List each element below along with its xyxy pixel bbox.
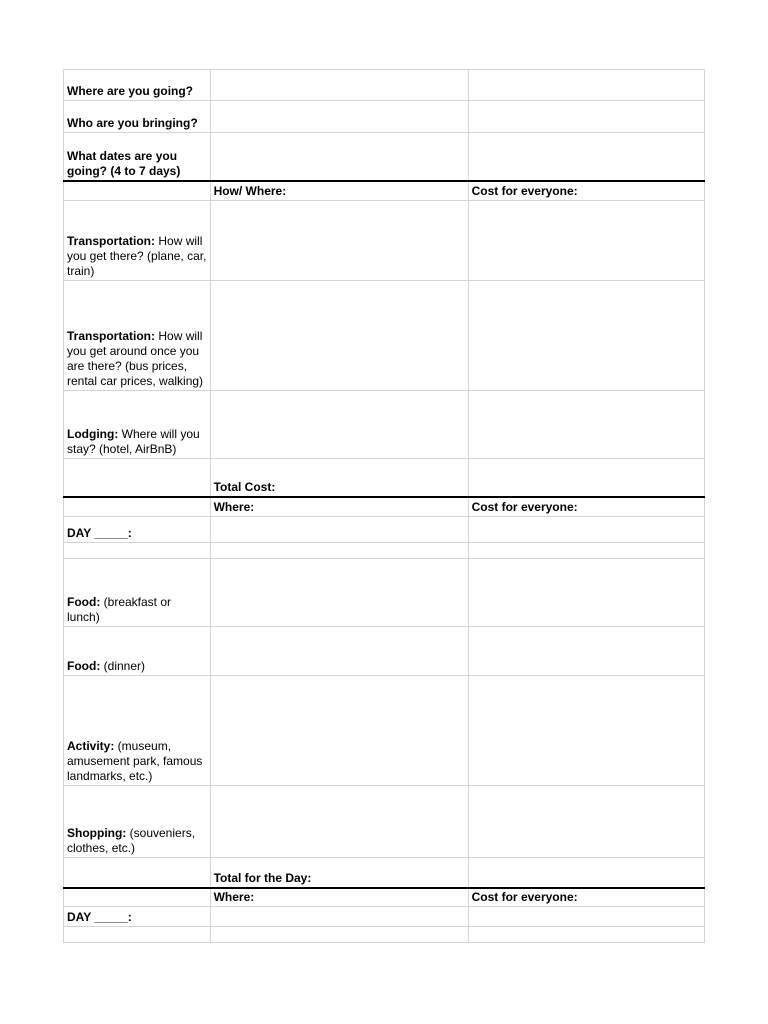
total-cost-row — [64, 459, 705, 497]
day1-food-breakfast-where-cell[interactable] — [210, 559, 468, 627]
day2-cost-header: Cost for everyone: — [468, 888, 704, 907]
day1-label: DAY _____: — [64, 517, 211, 543]
day2-header-blank — [64, 888, 211, 907]
where-going-row — [64, 70, 705, 101]
transport-there-cost-cell[interactable] — [468, 201, 704, 281]
day1-header-row — [64, 497, 705, 517]
day2-spacer-cell-2[interactable] — [210, 927, 468, 943]
day1-spacer-cell-3[interactable] — [468, 543, 704, 559]
day2-spacer-cell-3[interactable] — [468, 927, 704, 943]
day2-spacer-row — [64, 927, 705, 943]
day1-total-label: Total for the Day: — [210, 858, 468, 888]
day1-spacer-cell-2[interactable] — [210, 543, 468, 559]
day1-food-dinner-row — [64, 627, 705, 676]
trip-planner-table — [63, 69, 705, 943]
day1-header-blank — [64, 497, 211, 517]
lodging-label: Lodging: Where will you stay? (hotel, AirBnB) — [64, 391, 211, 459]
day1-total-blank — [64, 858, 211, 888]
where-going-label: Where are you going? — [64, 70, 211, 101]
day1-shopping-row — [64, 786, 705, 858]
day2-label-cost-cell[interactable] — [468, 907, 704, 927]
transport-header-row — [64, 181, 705, 201]
who-bringing-extra-cell[interactable] — [468, 101, 704, 133]
day1-food-dinner-where-cell[interactable] — [210, 627, 468, 676]
cost-everyone-header: Cost for everyone: — [468, 181, 704, 201]
day2-spacer-cell-1 — [64, 927, 211, 943]
day2-label-row — [64, 907, 705, 927]
who-bringing-answer-cell[interactable] — [210, 101, 468, 133]
day1-food-breakfast-row — [64, 559, 705, 627]
day2-header-row — [64, 888, 705, 907]
day1-activity-label: Activity: (museum, amusement park, famous landmarks, etc.) — [64, 676, 211, 786]
lodging-how-cell[interactable] — [210, 391, 468, 459]
dates-answer-cell[interactable] — [210, 133, 468, 181]
transport-there-label: Transportation: How will you get there? (plane, car, train) — [64, 201, 211, 281]
day1-label-cost-cell[interactable] — [468, 517, 704, 543]
day2-label: DAY _____: — [64, 907, 211, 927]
dates-extra-cell[interactable] — [468, 133, 704, 181]
day1-food-dinner-cost-cell[interactable] — [468, 627, 704, 676]
day1-activity-row — [64, 676, 705, 786]
who-bringing-row — [64, 101, 705, 133]
lodging-cost-cell[interactable] — [468, 391, 704, 459]
dates-label: What dates are you going? (4 to 7 days) — [64, 133, 211, 181]
transport-there-row — [64, 201, 705, 281]
transport-around-row — [64, 281, 705, 391]
day1-activity-where-cell[interactable] — [210, 676, 468, 786]
transport-header-blank — [64, 181, 211, 201]
transport-around-cost-cell[interactable] — [468, 281, 704, 391]
day1-food-dinner-label: Food: (dinner) — [64, 627, 211, 676]
total-cost-value-cell[interactable] — [468, 459, 704, 497]
day1-shopping-where-cell[interactable] — [210, 786, 468, 858]
day1-label-where-cell[interactable] — [210, 517, 468, 543]
day1-spacer-row — [64, 543, 705, 559]
day1-label-row — [64, 517, 705, 543]
where-going-answer-cell[interactable] — [210, 70, 468, 101]
day1-cost-header: Cost for everyone: — [468, 497, 704, 517]
transport-there-how-cell[interactable] — [210, 201, 468, 281]
how-where-header: How/ Where: — [210, 181, 468, 201]
day1-food-breakfast-cost-cell[interactable] — [468, 559, 704, 627]
who-bringing-label: Who are you bringing? — [64, 101, 211, 133]
total-cost-label: Total Cost: — [210, 459, 468, 497]
total-cost-blank — [64, 459, 211, 497]
day1-activity-cost-cell[interactable] — [468, 676, 704, 786]
day1-spacer-cell-1 — [64, 543, 211, 559]
day1-where-header: Where: — [210, 497, 468, 517]
day1-food-breakfast-label: Food: (breakfast or lunch) — [64, 559, 211, 627]
transport-around-label: Transportation: How will you get around once you are there? (bus prices, rental car prices, walking) — [64, 281, 211, 391]
day1-shopping-label: Shopping: (souveniers, clothes, etc.) — [64, 786, 211, 858]
day2-where-header: Where: — [210, 888, 468, 907]
day2-label-where-cell[interactable] — [210, 907, 468, 927]
transport-around-how-cell[interactable] — [210, 281, 468, 391]
day1-total-row — [64, 858, 705, 888]
day1-shopping-cost-cell[interactable] — [468, 786, 704, 858]
dates-row — [64, 133, 705, 181]
day1-total-value-cell[interactable] — [468, 858, 704, 888]
where-going-extra-cell[interactable] — [468, 70, 704, 101]
lodging-row — [64, 391, 705, 459]
